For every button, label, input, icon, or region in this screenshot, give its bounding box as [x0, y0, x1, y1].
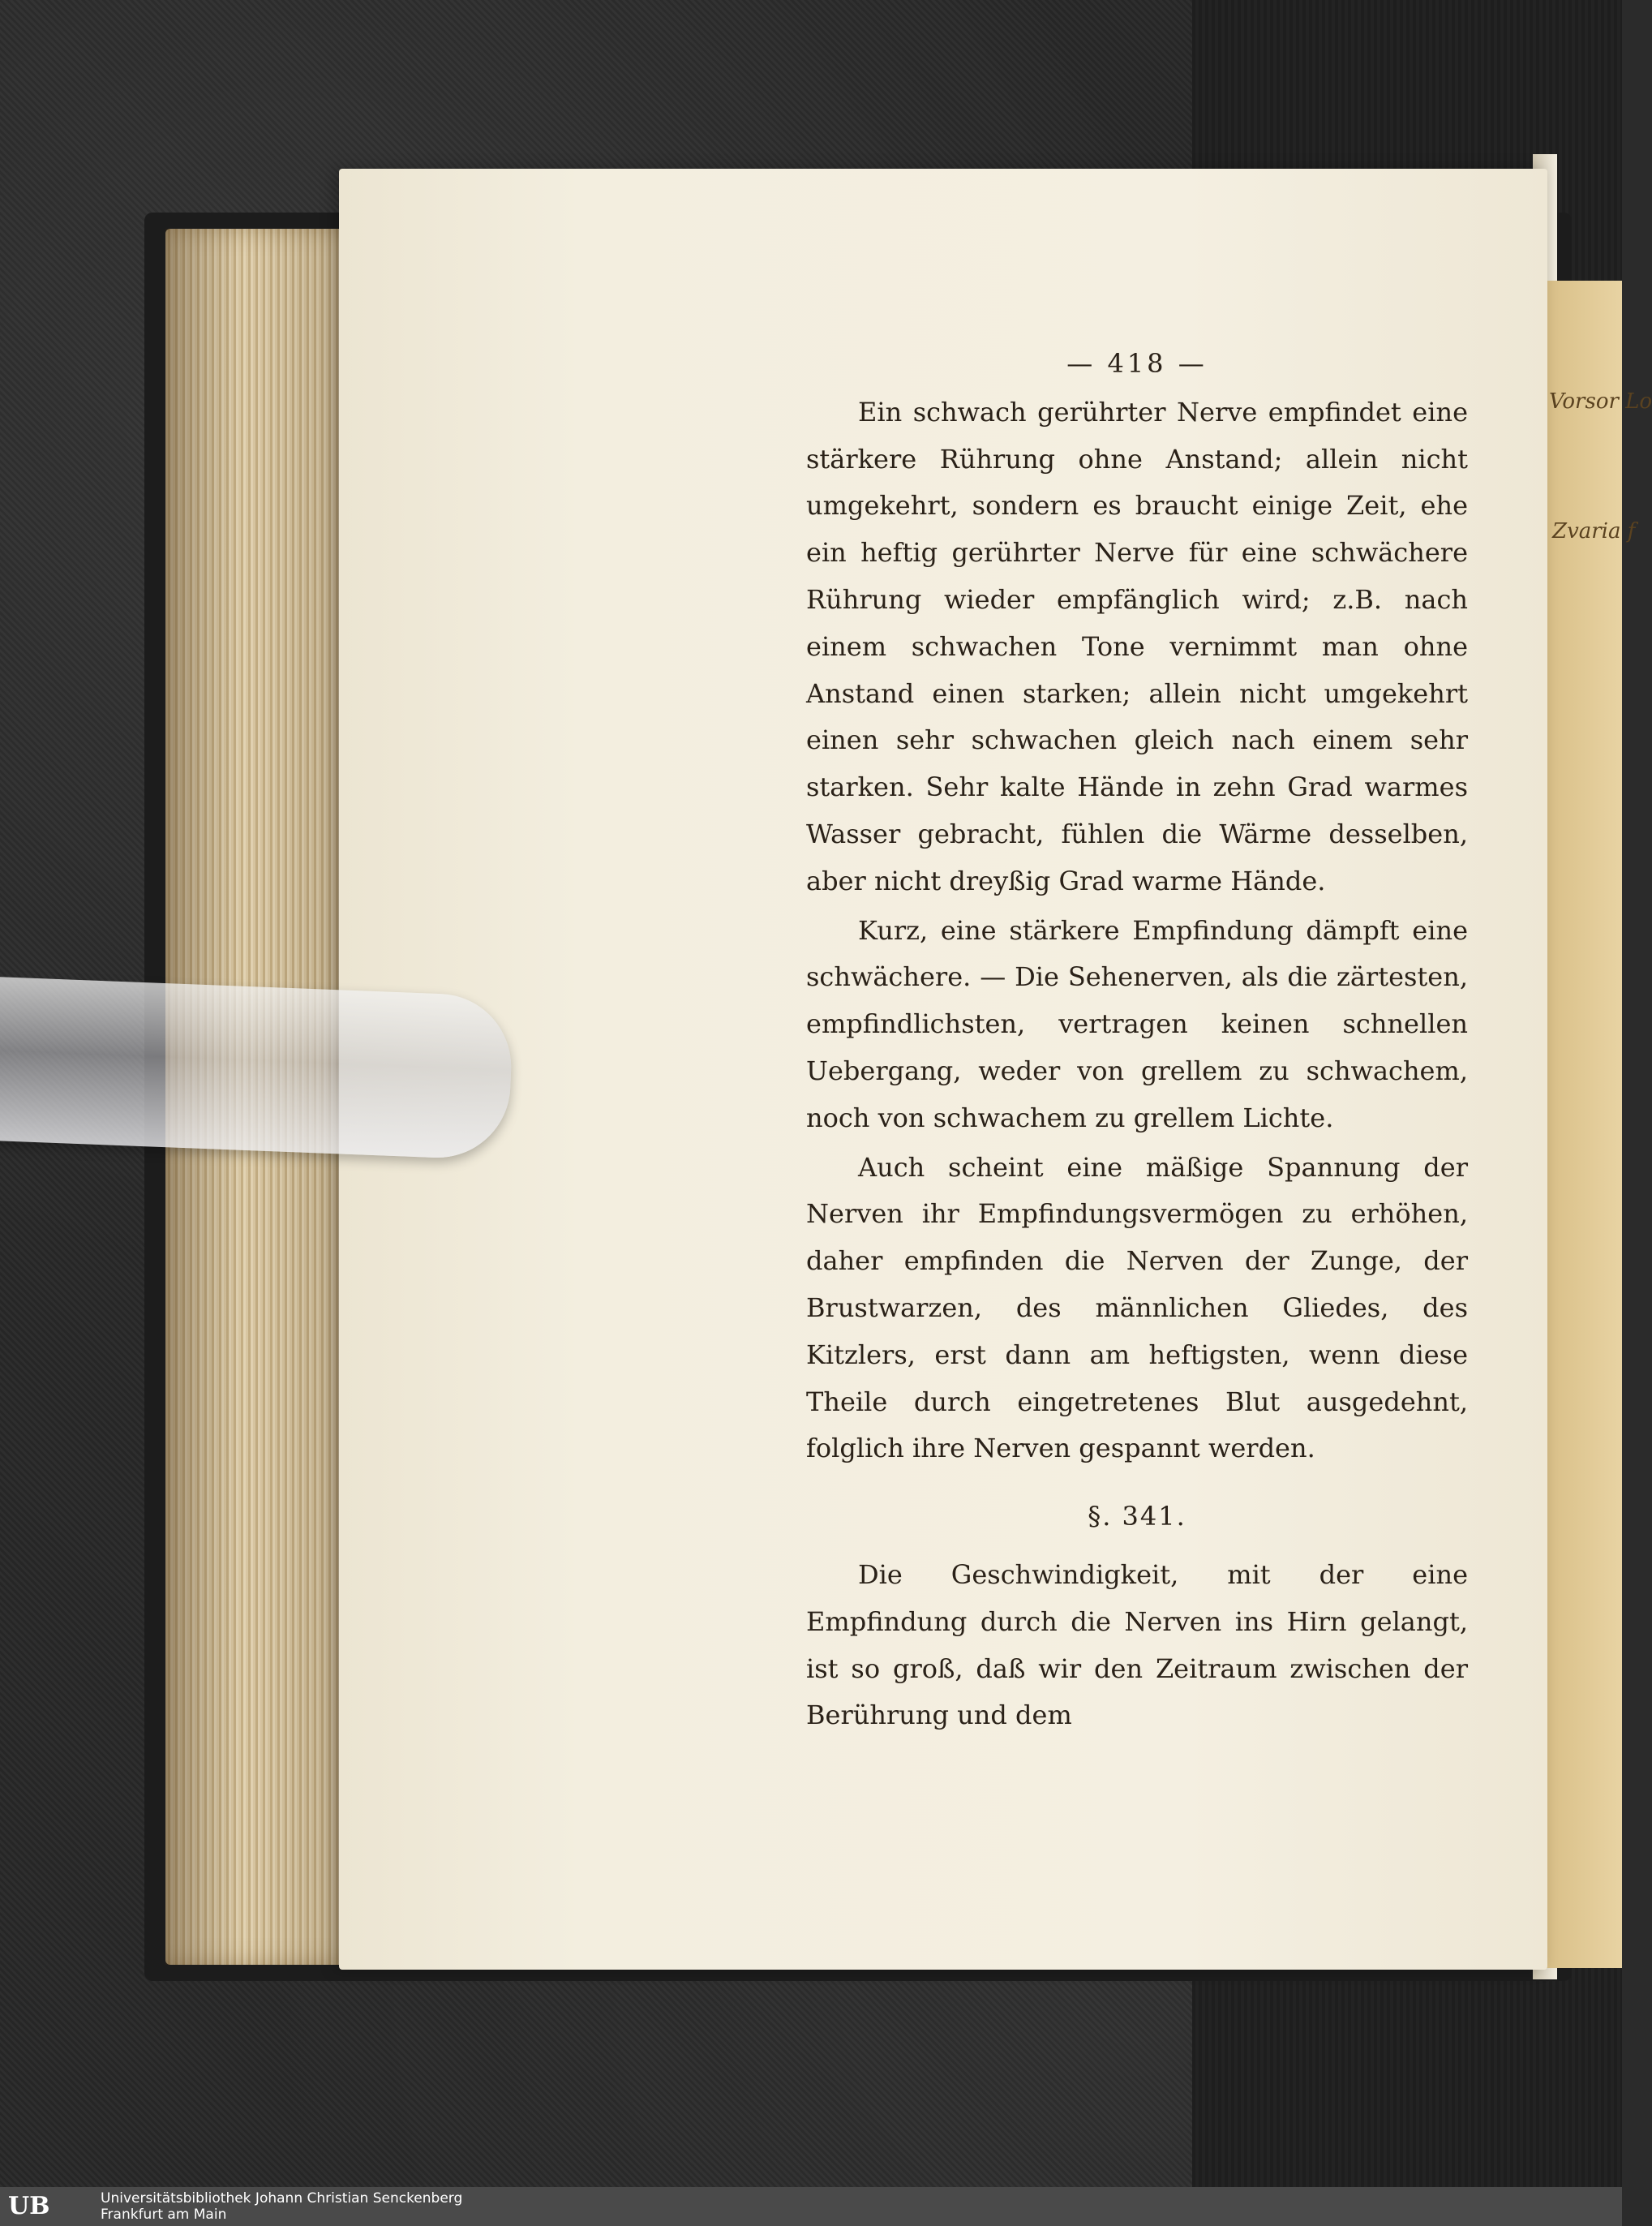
- handwritten-note-1: Vorsor Lo: [1549, 389, 1652, 414]
- handwritten-note-2: Zvaria f: [1552, 519, 1636, 544]
- library-logo: UB: [8, 2192, 50, 2220]
- section-paragraph: Die Geschwindigkeit, mit der eine Empfindung durch die Nerven ins Hirn gelangt, ist so groß, daß wir den Zeitraum zwischen der Berührung und dem: [806, 1558, 1468, 1731]
- paragraph-3: Auch scheint eine mäßige Spannung der Nerven ihr Empfindungsvermögen zu erhöhen, daher empfinden die Nerven der Zunge, der Brustwarzen, des männlichen Gliedes, des Kitzlers, erst dann am heftigsten, wenn diese Theile durch eingetretenes Blut ausgedehnt, folglich ihre Nerven gespannt werden.: [806, 1151, 1468, 1464]
- glass-page-weight: [0, 977, 514, 1161]
- page-text: [806, 341, 1468, 1739]
- paragraph-1: Ein schwach gerührter Nerve empfindet eine stärkere Rührung ohne Anstand; allein nicht umgekehrt, sondern es braucht einige Zeit, ehe ein heftig gerührter Nerve für eine schwächere Rührung wieder empfänglich wird; z.B. nach einem schwachen Tone vernimmt man ohne Anstand einen starken; allein nicht umgekehrt einen sehr schwachen gleich nach einem sehr starken. Sehr kalte Hände in zehn Grad warmes Wasser gebracht, fühlen die Wärme desselben, aber nicht dreyßig Grad warme Hände.: [806, 396, 1468, 896]
- paragraph-2: Kurz, eine stärkere Empfindung dämpft eine schwächere. — Die Sehenerven, als die zärtesten, empfindlichsten, vertragen keinen schnellen Uebergang, weder von grellem zu schwachem, noch von schwachem zu grellem Lichte.: [806, 914, 1468, 1133]
- section-heading: §. 341.: [1088, 1501, 1186, 1532]
- footer-bar: [0, 2187, 1622, 2226]
- page-number: — 418 —: [1066, 348, 1208, 379]
- footer-library-city: Frankfurt am Main: [101, 2207, 227, 2223]
- facing-slip: [1541, 281, 1652, 1968]
- footer-library-name: Universitätsbibliothek Johann Christian Senckenberg: [101, 2190, 463, 2207]
